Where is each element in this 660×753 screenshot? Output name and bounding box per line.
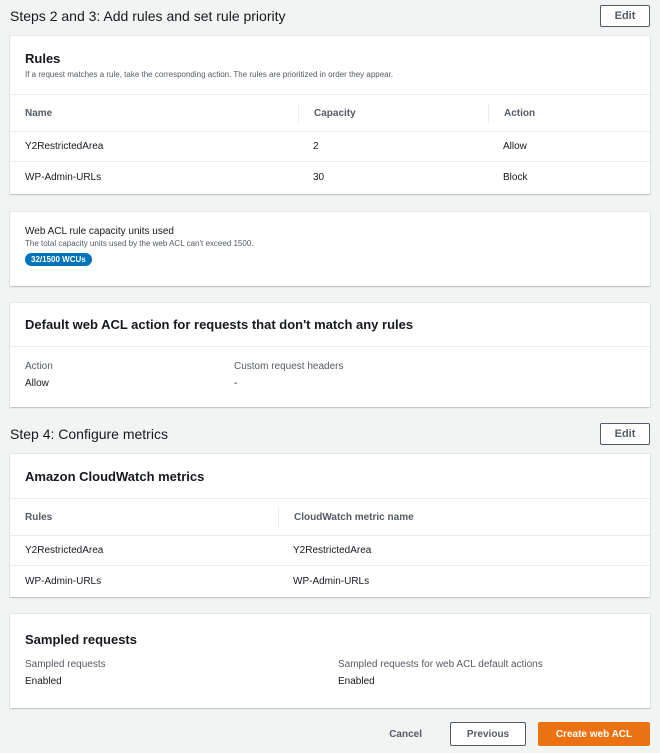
step4-title: Step 4: Configure metrics <box>10 426 168 442</box>
sampled-value: Enabled <box>25 676 62 687</box>
action-label: Action <box>25 361 53 372</box>
column-name-header: Name <box>25 107 53 119</box>
step23-title: Steps 2 and 3: Add rules and set rule priority <box>10 8 286 24</box>
cloudwatch-header <box>10 454 650 498</box>
rule-name-cell: WP-Admin-URLs <box>25 171 102 183</box>
headers-value: - <box>234 378 238 389</box>
table-row <box>10 536 650 566</box>
sampled-field <box>25 659 338 687</box>
rule-name-cell: Y2RestrictedArea <box>25 141 104 152</box>
rules-card <box>10 36 650 194</box>
column-metric-name-header: CloudWatch metric name <box>278 507 650 527</box>
cloudwatch-title: Amazon CloudWatch metrics <box>25 468 205 484</box>
cloudwatch-table-header <box>10 498 650 536</box>
step23-header <box>10 1 650 31</box>
rule-capacity-cell: 2 <box>313 141 319 152</box>
rules-description: If a request matches a rule, take the corresponding action. The rules are prioritized in order they appear. <box>25 70 394 79</box>
action-value: Allow <box>25 378 49 389</box>
action-field <box>25 361 234 389</box>
step4-edit-button[interactable]: Edit <box>600 423 650 445</box>
cloudwatch-card <box>10 454 650 597</box>
column-capacity-header: Capacity <box>298 103 488 123</box>
rules-table-header <box>10 94 650 132</box>
cancel-button[interactable]: Cancel <box>373 722 438 746</box>
capacity-badge: 32/1500 WCUs <box>25 253 92 266</box>
create-web-acl-button[interactable]: Create web ACL <box>538 722 650 746</box>
column-action-header: Action <box>488 103 650 123</box>
default-action-card <box>10 303 650 407</box>
previous-button[interactable]: Previous <box>450 722 526 746</box>
step23-edit-button[interactable]: Edit <box>600 5 650 27</box>
rule-capacity-cell: 30 <box>313 171 325 183</box>
rules-table <box>10 94 650 192</box>
capacity-card <box>10 212 650 286</box>
rule-action-cell: Allow <box>503 141 527 152</box>
capacity-title: Web ACL rule capacity units used <box>25 226 174 237</box>
headers-field <box>234 361 344 389</box>
sampled-default-label: Sampled requests for web ACL default actions <box>338 659 543 670</box>
capacity-description: The total capacity units used by the web ACL can't exceed 1500. <box>25 239 254 248</box>
table-row <box>10 566 650 596</box>
sampled-default-value: Enabled <box>338 676 375 687</box>
rules-title: Rules <box>25 51 61 66</box>
default-action-title: Default web ACL action for requests that don't match any rules <box>25 317 414 332</box>
cloudwatch-table <box>10 498 650 596</box>
step4-header <box>10 419 650 449</box>
sampled-title: Sampled requests <box>25 632 137 647</box>
table-row <box>10 132 650 162</box>
rules-header <box>10 36 650 94</box>
metric-rule-cell: Y2RestrictedArea <box>25 545 104 556</box>
sampled-requests-card <box>10 614 650 708</box>
sampled-label: Sampled requests <box>25 659 106 670</box>
default-action-details <box>10 347 650 389</box>
column-rules-header: Rules <box>25 511 53 523</box>
rule-action-cell: Block <box>503 171 528 183</box>
metric-rule-cell: WP-Admin-URLs <box>25 575 102 587</box>
metric-name-cell: Y2RestrictedArea <box>293 545 372 556</box>
sampled-details <box>25 659 635 687</box>
default-action-header <box>10 303 650 347</box>
metric-name-cell: WP-Admin-URLs <box>293 575 370 587</box>
sampled-default-field <box>338 659 543 687</box>
table-row <box>10 162 650 192</box>
headers-label: Custom request headers <box>234 361 344 372</box>
wizard-footer <box>373 722 650 746</box>
